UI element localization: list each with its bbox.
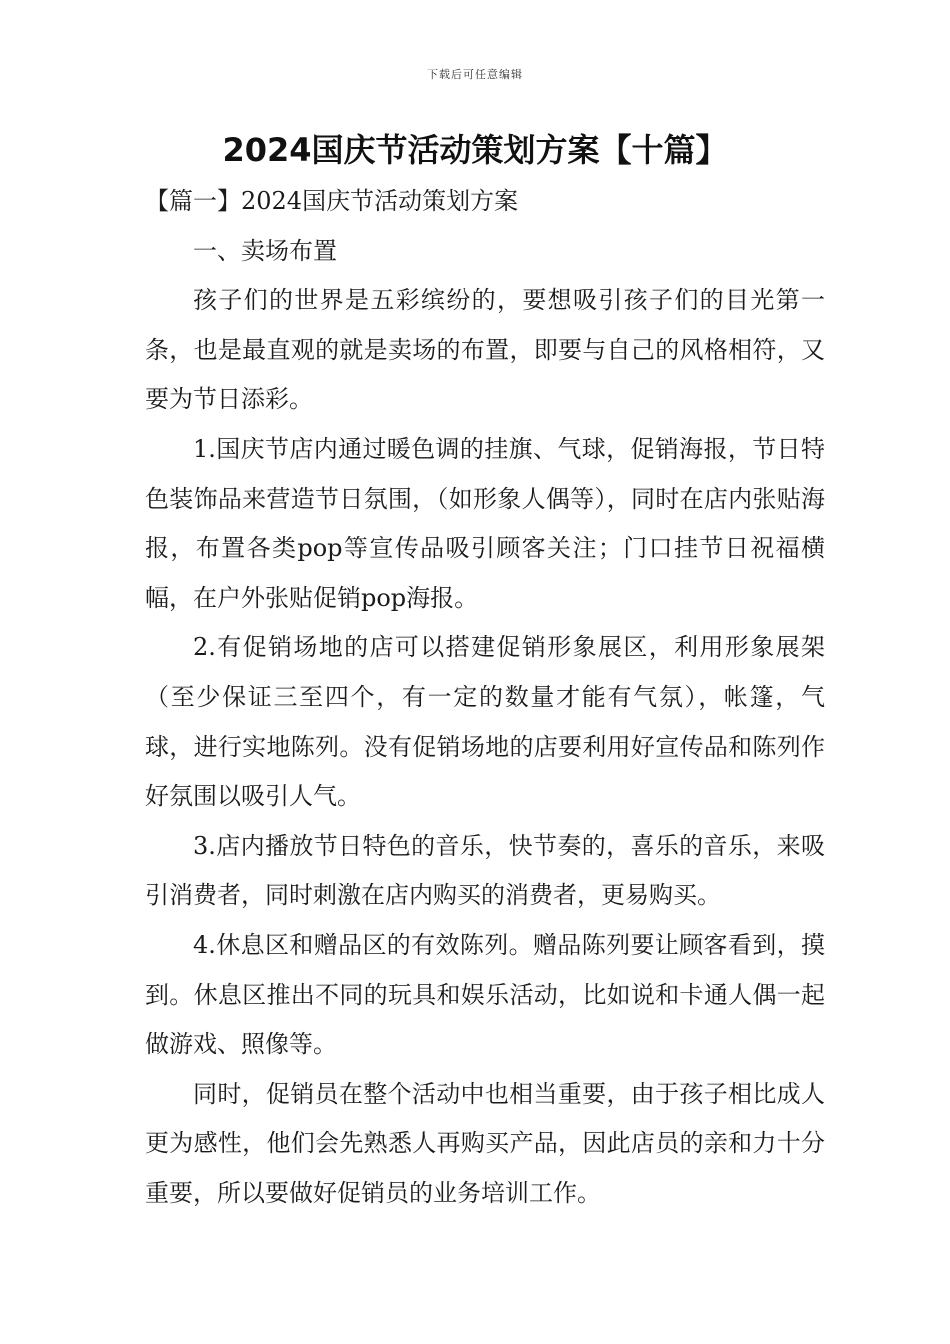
- section-title: 【篇一】2024国庆节活动策划方案: [145, 187, 519, 215]
- paragraph: 1.国庆节店内通过暖色调的挂旗、气球，促销海报，节日特色装饰品来营造节日氛围，（如形象人偶等），同时在店内张贴海报，布置各类pop等宣传品吸引顾客关注；门口挂节日祝福横幅，在户外张贴促销pop海报。: [145, 434, 825, 612]
- paragraph: 同时，促销员在整个活动中也相当重要，由于孩子相比成人更为感性，他们会先熟悉人再购买产品，因此店员的亲和力十分重要，所以要做好促销员的业务培训工作。: [145, 1079, 825, 1207]
- subheading-store-layout: 一、卖场布置: [193, 236, 337, 265]
- paragraph: 孩子们的世界是五彩缤纷的，要想吸引孩子们的目光第一条，也是最直观的就是卖场的布置，即要与自己的风格相符，又要为节日添彩。: [145, 286, 825, 414]
- paragraph: 4.休息区和赠品区的有效陈列。赠品陈列要让顾客看到，摸到。休息区推出不同的玩具和娱乐活动，比如说和卡通人偶一起做游戏、照像等。: [145, 930, 825, 1059]
- paragraph: 2.有促销场地的店可以搭建促销形象展区，利用形象展架（至少保证三至四个，有一定的数量才能有气氛），帐篷，气球，进行实地陈列。没有促销场地的店要利用好宣传品和陈列作好氛围以吸引人气。: [145, 633, 825, 811]
- document-title: 2024国庆节活动策划方案【十篇】: [222, 131, 728, 169]
- paragraph: 3.店内播放节日特色的音乐，快节奏的，喜乐的音乐，来吸引消费者，同时刺激在店内购买的消费者，更易购买。: [145, 831, 825, 910]
- header-note: 下载后可任意编辑: [427, 68, 523, 81]
- document-body: [145, 177, 825, 1218]
